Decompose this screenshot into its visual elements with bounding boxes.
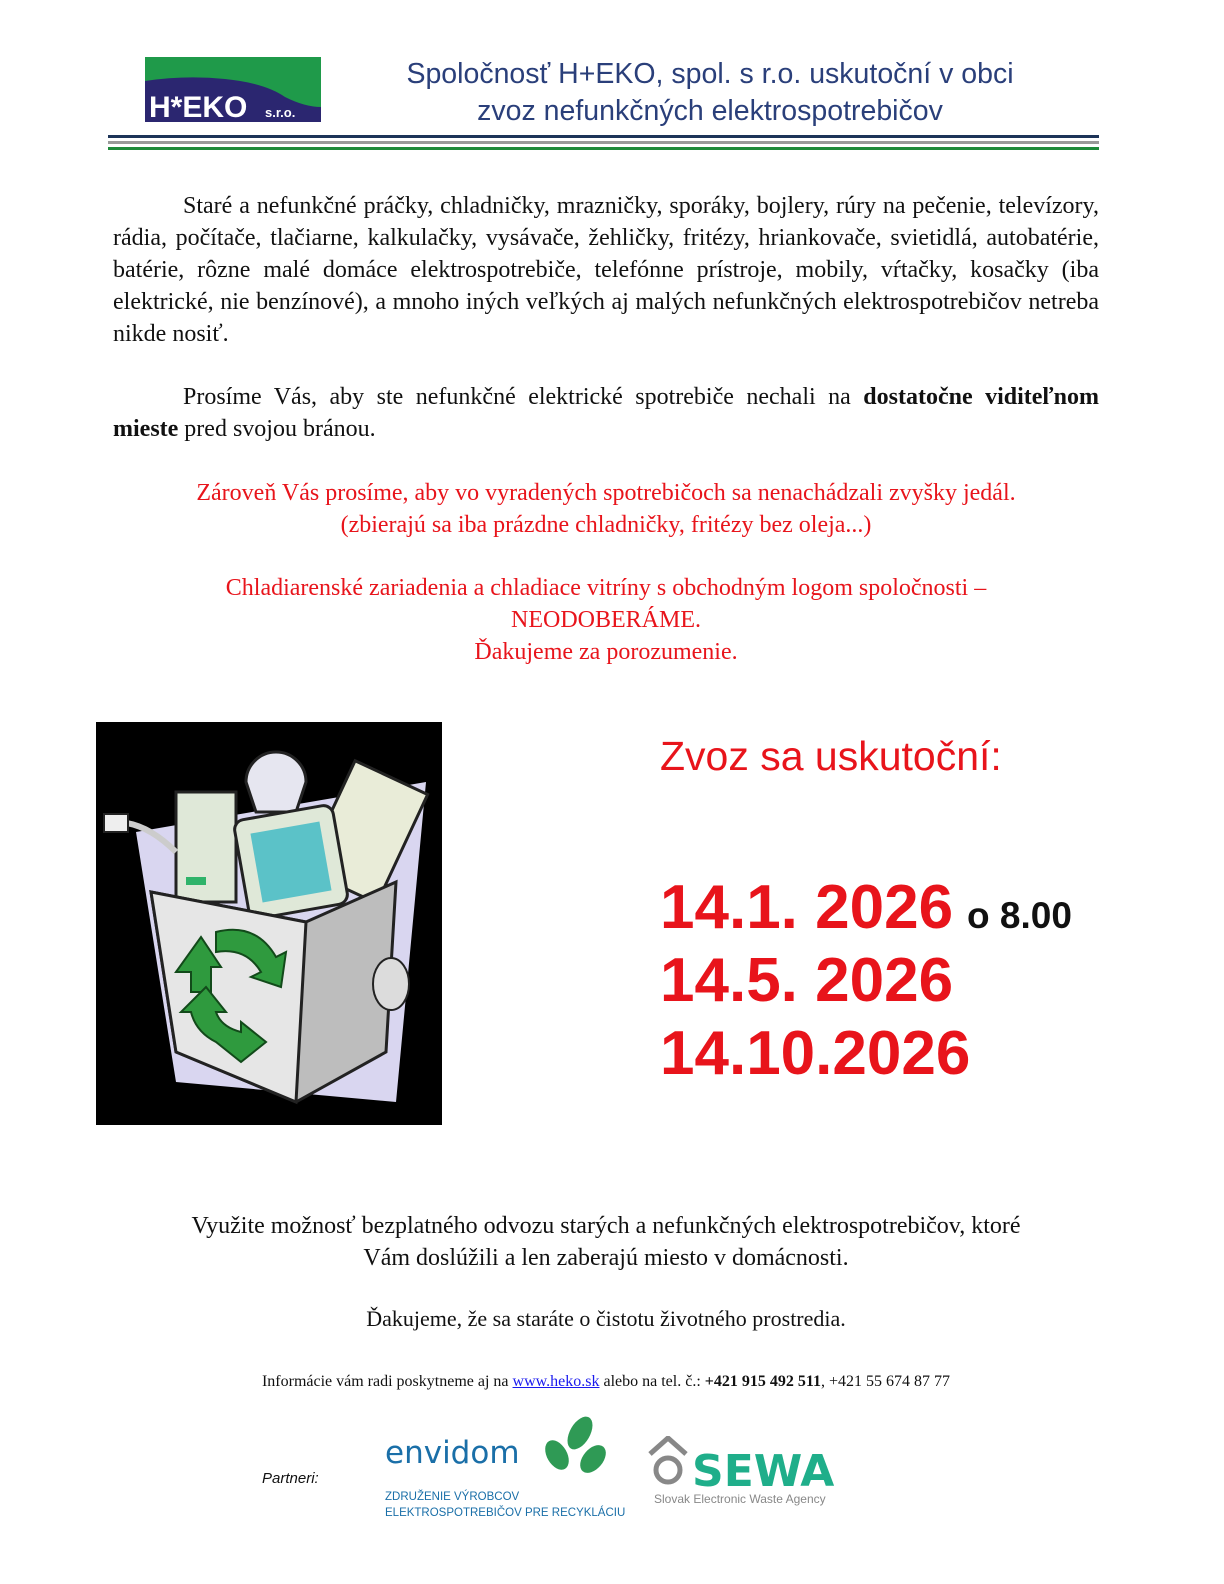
svg-text:envidom: envidom [385,1435,520,1471]
divider-navy [108,135,1099,138]
warning-line: (zbierajú sa iba prázdne chladničky, fritézy bez oleja...) [340,512,872,538]
collection-time: o 8.00 [967,895,1072,936]
svg-text:Slovak Electronic Waste Agency: Slovak Electronic Waste Agency [654,1492,826,1506]
closing-section [113,1210,1099,1335]
food-warning [113,477,1099,541]
envidom-logo [385,1415,635,1520]
collection-date-1 [660,872,1072,952]
divider-gray [108,141,1099,144]
body-text [113,190,1099,668]
svg-text:H*EKO: H*EKO [149,91,248,122]
title-line-1: Spoločnosť H+EKO, spol. s r.o. uskutoční v obci [406,58,1014,90]
phone-primary: +421 915 492 511 [704,1373,822,1390]
heko-logo [145,57,321,122]
warning-line: Zároveň Vás prosíme, aby vo vyradených spotrebičoch sa nenachádzali zvyšky jedál. [196,480,1016,506]
svg-text:ELEKTROSPOTREBIČOV PRE RECYKLÁ: ELEKTROSPOTREBIČOV PRE RECYKLÁCIU [385,1507,626,1519]
schedule-heading: Zvoz sa uskutoční: [660,733,1002,779]
divider-green [108,147,1099,150]
text: alebo na tel. č.: [599,1373,705,1390]
warning-line: NEODOBERÁME. [511,607,701,633]
collection-date-3: 14.10.2026 [660,1019,971,1088]
closing-line: Využite možnosť bezplatného odvozu starých a nefunkčných elektrospotrebičov, ktoré [191,1213,1021,1239]
collection-date-2: 14.5. 2026 [660,946,954,1015]
closing-paragraph [113,1210,1099,1274]
svg-text:s.r.o.: s.r.o. [265,105,296,120]
contact-info [0,1373,1212,1391]
date: 14.1. 2026 [660,873,954,942]
partners-label: Partneri: [262,1470,319,1487]
page-title [330,56,1090,130]
text: Prosíme Vás, aby ste nefunkčné elektrické spotrebiče nechali na [183,384,864,410]
refrigerator-warning [113,572,1099,668]
svg-text:ZDRUŽENIE VÝROBCOV: ZDRUŽENIE VÝROBCOV [385,1491,520,1503]
website-link[interactable]: www.heko.sk [512,1373,600,1390]
warning-line: Chladiarenské zariadenia a chladiace vitríny s obchodným logom spoločnosti – [225,575,987,601]
phone-secondary: , +421 55 674 87 77 [821,1373,951,1390]
title-line-2: zvoz nefunkčných elektrospotrebičov [477,95,943,127]
placement-paragraph [113,381,1099,445]
thanks-text: Ďakujeme, že sa staráte o čistotu životného prostredia. [366,1306,846,1331]
svg-text:SEWA: SEWA [692,1446,835,1497]
sewa-logo [648,1436,848,1508]
emphasis: dostatočne viditeľnom mieste [113,384,1099,442]
text: pred svojou bránou. [178,416,376,442]
appliances-paragraph: Staré a nefunkčné práčky, chladničky, mrazničky, sporáky, bojlery, rúry na pečenie, televízory, rádia, počítače, tlačiarne, kalkulačky, vysávače, žehličky, fritézy, hriankovače, svietidlá, autobatérie, batérie, rôzne malé domáce elektrospotrebiče, telefónne prístroje, mobily, vŕtačky, kosačky (iba elektrické, nie benzínové), a mnoho iných veľkých aj malých nefunkčných elektrospotrebičov netreba nikde nosiť. [113,193,1099,347]
warning-line: Ďakujeme za porozumenie. [474,639,738,665]
closing-line: Vám doslúžili a len zaberajú miesto v domácnosti. [363,1245,849,1271]
recycling-bin-illustration [96,722,442,1125]
text: Informácie vám radi poskytneme aj na [261,1373,513,1390]
